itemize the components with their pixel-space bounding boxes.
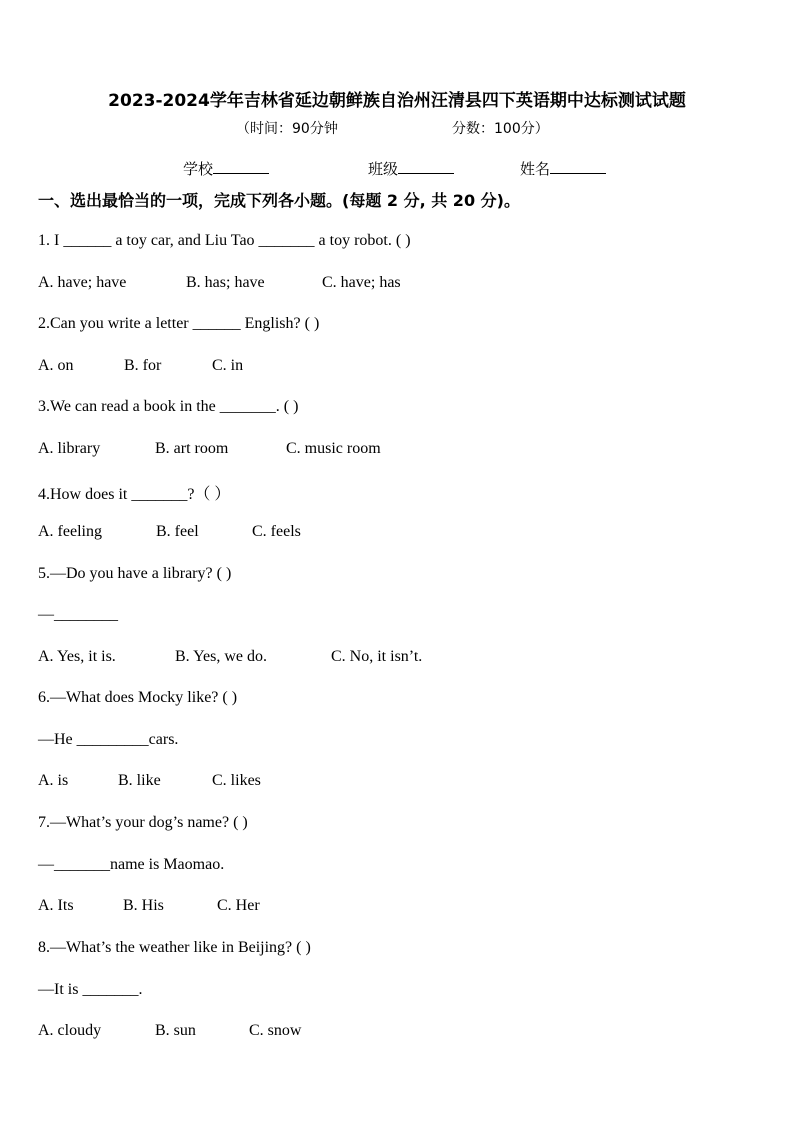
question-stem: 6.—What does Mocky like? ( ) bbox=[38, 689, 238, 706]
option-c: C. in bbox=[212, 357, 244, 374]
option-a: A. have; have bbox=[38, 274, 127, 291]
question-stem: 7.—What’s your dog’s name? ( ) bbox=[38, 814, 248, 831]
question-options bbox=[38, 440, 381, 458]
question-options bbox=[38, 648, 422, 666]
option-a: A. library bbox=[38, 440, 101, 457]
question-stem: 5.—Do you have a library? ( ) bbox=[38, 565, 232, 582]
question-stem: 2.Can you write a letter ______ English? ( ) bbox=[38, 315, 320, 332]
section-heading: 一、选出最恰当的一项，完成下列各小题。(每题 2 分, 共 20 分)。 bbox=[38, 191, 520, 210]
answer-line: —It is _______. bbox=[38, 981, 143, 998]
option-b: B. has; have bbox=[186, 274, 265, 291]
answer-line: —_______name is Maomao. bbox=[38, 856, 225, 873]
question-options bbox=[38, 523, 301, 541]
question-options bbox=[38, 357, 243, 375]
option-a: A. cloudy bbox=[38, 1022, 102, 1039]
option-b: B. His bbox=[123, 897, 164, 914]
option-b: B. Yes, we do. bbox=[175, 648, 268, 665]
answer-line: —He _________cars. bbox=[38, 731, 179, 748]
exam-title: 2023-2024学年吉林省延边朝鲜族自治州汪清县四下英语期中达标测试试题 bbox=[108, 91, 686, 111]
class-blank bbox=[398, 159, 454, 174]
option-c: C. have; has bbox=[322, 274, 401, 291]
name-label: 姓名 bbox=[520, 160, 551, 178]
class-field bbox=[368, 158, 454, 179]
school-blank bbox=[213, 159, 269, 174]
option-a: A. feeling bbox=[38, 523, 102, 540]
option-a: A. Its bbox=[38, 897, 74, 914]
question-stem: 3.We can read a book in the _______. ( ) bbox=[38, 398, 299, 415]
option-b: B. sun bbox=[155, 1022, 196, 1039]
option-b: B. art room bbox=[155, 440, 229, 457]
answer-line: —________ bbox=[38, 606, 118, 623]
option-a: A. Yes, it is. bbox=[38, 648, 116, 665]
question-options bbox=[38, 897, 260, 915]
name-field bbox=[520, 158, 606, 179]
option-c: C. No, it isn’t. bbox=[331, 648, 423, 665]
question-stem: 8.—What’s the weather like in Beijing? ( ) bbox=[38, 939, 311, 956]
question-options bbox=[38, 274, 401, 292]
name-blank bbox=[550, 159, 606, 174]
exam-time: （时间：90分钟 bbox=[236, 121, 338, 137]
option-b: B. feel bbox=[156, 523, 199, 540]
option-c: C. snow bbox=[249, 1022, 302, 1039]
question-stem: 1. I ______ a toy car, and Liu Tao _______ a toy robot. ( ) bbox=[38, 232, 411, 249]
option-b: B. for bbox=[124, 357, 162, 374]
option-b: B. like bbox=[118, 772, 161, 789]
class-label: 班级 bbox=[368, 160, 399, 178]
option-c: C. Her bbox=[217, 897, 260, 914]
school-label: 学校 bbox=[183, 160, 214, 178]
question-stem: 4.How does it _______?（ ） bbox=[38, 486, 231, 503]
option-c: C. feels bbox=[252, 523, 301, 540]
school-field bbox=[183, 158, 269, 179]
question-options bbox=[38, 772, 261, 790]
option-c: C. music room bbox=[286, 440, 381, 457]
option-a: A. on bbox=[38, 357, 74, 374]
option-a: A. is bbox=[38, 772, 69, 789]
exam-score: 分数：100分） bbox=[452, 121, 549, 137]
question-options bbox=[38, 1022, 301, 1040]
option-c: C. likes bbox=[212, 772, 261, 789]
